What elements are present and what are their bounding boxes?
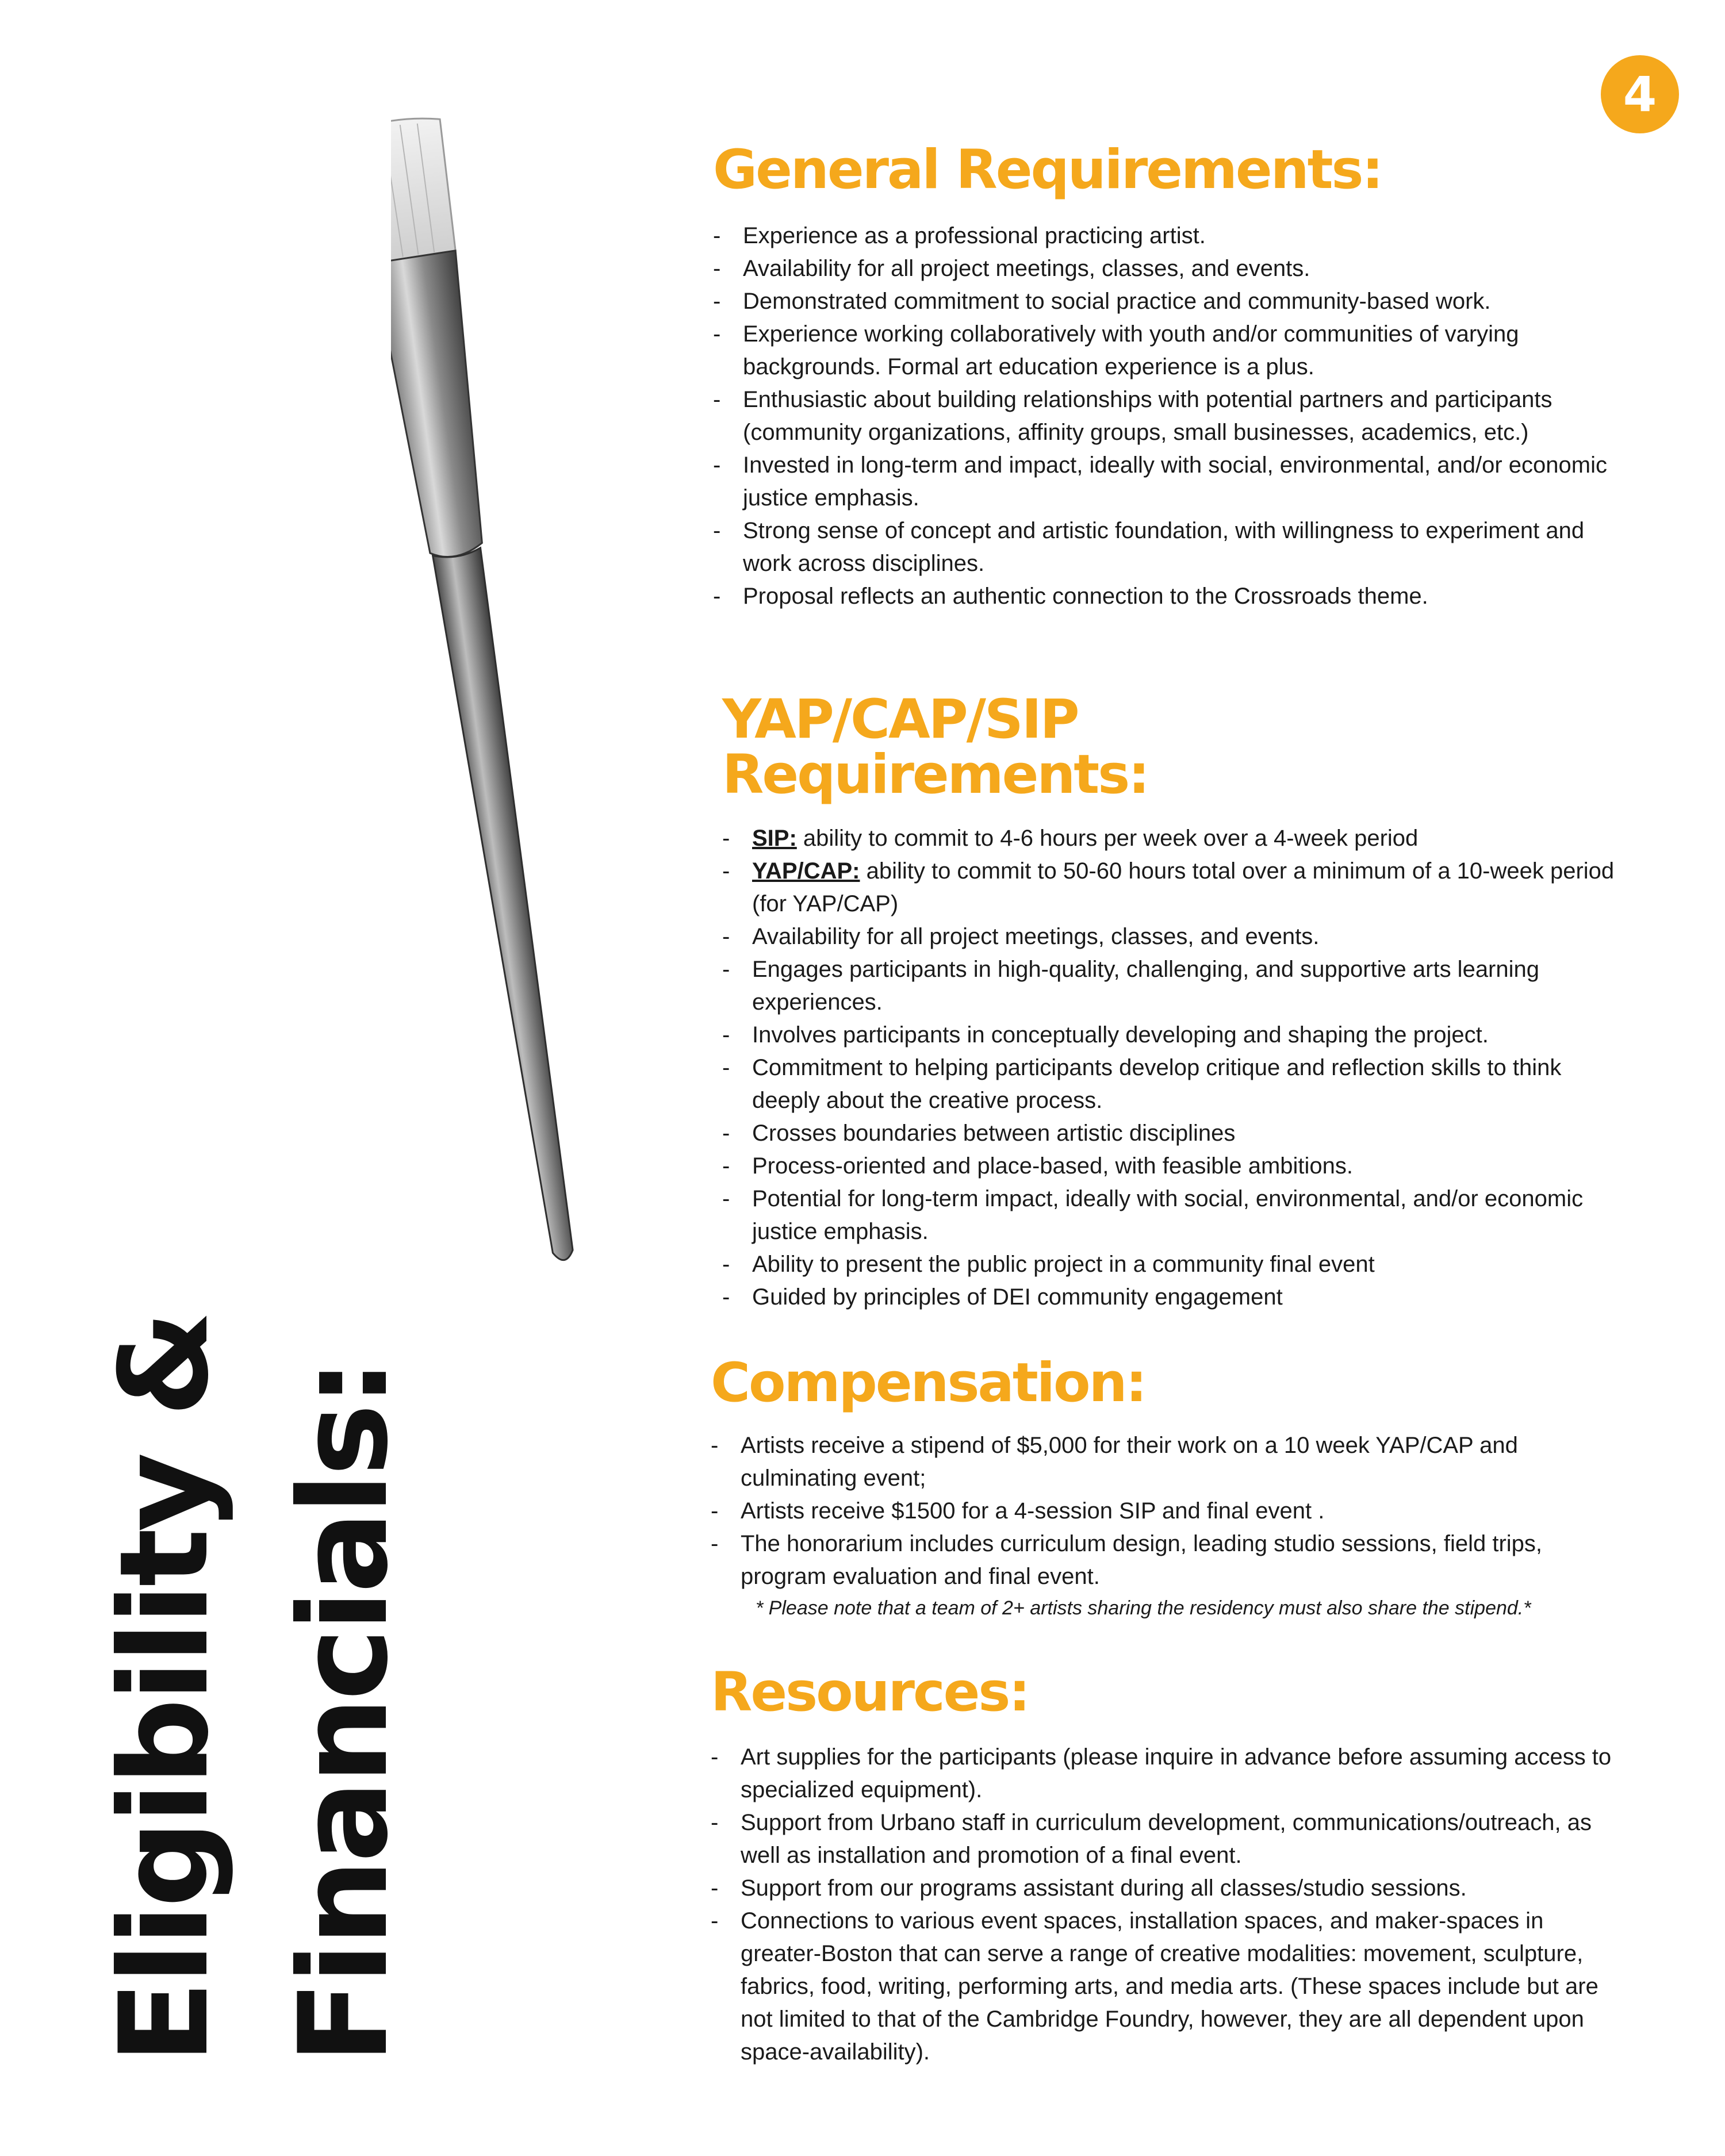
compensation-heading: Compensation: <box>711 1352 1146 1414</box>
list-item-yapcap <box>722 855 1631 920</box>
list-item: - The honorarium includes curriculum design, leading studio sessions, field trips, program evaluation and final event. <box>711 1528 1608 1593</box>
yap-heading-line-1: YAP/CAP/SIP <box>722 688 1078 751</box>
list-item: - Commitment to helping participants develop critique and reflection skills to think deeply about the creative process. <box>722 1052 1631 1117</box>
list-item: - Artists receive $1500 for a 4-session SIP and final event . <box>711 1495 1608 1528</box>
list-item: - Invested in long-term and impact, ideally with social, environmental, and/or economic justice emphasis. <box>713 449 1610 515</box>
general-requirements-heading: General Requirements: <box>713 139 1382 201</box>
list-item: - Availability for all project meetings, classes, and events. <box>722 920 1631 953</box>
list-item: - Connections to various event spaces, installation spaces, and maker-spaces in greater-Boston that can serve a range of creative modalities: movement, sculpture, fabrics, food, writing, performing arts, and media arts. (These spaces include but are not limited to that of the Cambridge Foundry, however, they are all dependent upon space-availability). <box>711 1905 1625 2069</box>
list-item: - Experience as a professional practicing artist. <box>713 220 1610 252</box>
stipend-note: * Please note that a team of 2+ artists sharing the residency must also share the stipend.* <box>756 1597 1531 1619</box>
list-item: - Involves participants in conceptually developing and shaping the project. <box>722 1019 1631 1052</box>
general-requirements-list <box>713 220 1610 613</box>
list-item: - Proposal reflects an authentic connection to the Crossroads theme. <box>713 580 1610 613</box>
yap-heading-line-2: Requirements: <box>722 743 1148 806</box>
list-item: - Availability for all project meetings, classes, and events. <box>713 252 1610 285</box>
list-item: - Art supplies for the participants (please inquire in advance before assuming access to specialized equipment). <box>711 1741 1625 1806</box>
yapcap-text: ability to commit to 50-60 hours total over a minimum of a 10-week period (for YAP/CAP) <box>752 858 1615 916</box>
title-line-1: Eligibility & <box>93 1314 235 2064</box>
list-item-sip <box>722 822 1631 855</box>
resources-heading: Resources: <box>711 1661 1029 1724</box>
page-title <box>75 1314 434 2064</box>
list-item: - Experience working collaboratively with youth and/or communities of varying backgrounds. Formal art education experience is a plus. <box>713 318 1610 383</box>
list-item: - Potential for long-term impact, ideally with social, environmental, and/or economic justice emphasis. <box>722 1183 1631 1248</box>
brush-handle <box>432 548 580 1265</box>
yap-cap-sip-list <box>722 822 1631 1314</box>
page-number-badge: 4 <box>1601 55 1679 133</box>
list-item: - Strong sense of concept and artistic foundation, with willingness to experiment and work across disciplines. <box>713 515 1610 580</box>
sip-label: SIP: <box>752 826 797 851</box>
sip-text: ability to commit to 4-6 hours per week over a 4-week period <box>796 826 1419 851</box>
list-item: - Enthusiastic about building relationships with potential partners and participants (community organizations, affinity groups, small businesses, academics, etc.) <box>713 383 1610 449</box>
list-item: - Guided by principles of DEI community engagement <box>722 1281 1631 1314</box>
brush-ferrule <box>391 251 497 562</box>
list-item: - Support from our programs assistant during all classes/studio sessions. <box>711 1872 1625 1905</box>
list-item: - Ability to present the public project in a community final event <box>722 1248 1631 1281</box>
paintbrush-icon <box>391 115 632 1311</box>
list-item: - Artists receive a stipend of $5,000 for their work on a 10 week YAP/CAP and culminating event; <box>711 1429 1608 1495</box>
list-item: - Crosses boundaries between artistic disciplines <box>722 1117 1631 1150</box>
resources-list <box>711 1741 1625 2069</box>
yap-cap-sip-heading <box>722 688 1148 806</box>
title-line-2: Financials: <box>273 1361 415 2064</box>
list-item: - Process-oriented and place-based, with feasible ambitions. <box>722 1150 1631 1183</box>
yapcap-label: YAP/CAP: <box>752 858 860 884</box>
list-item: - Engages participants in high-quality, challenging, and supportive arts learning experiences. <box>722 953 1631 1019</box>
list-item: - Demonstrated commitment to social practice and community-based work. <box>713 285 1610 318</box>
list-item: - Support from Urbano staff in curriculum development, communications/outreach, as well as installation and promotion of a final event. <box>711 1806 1625 1872</box>
compensation-list <box>711 1429 1608 1593</box>
